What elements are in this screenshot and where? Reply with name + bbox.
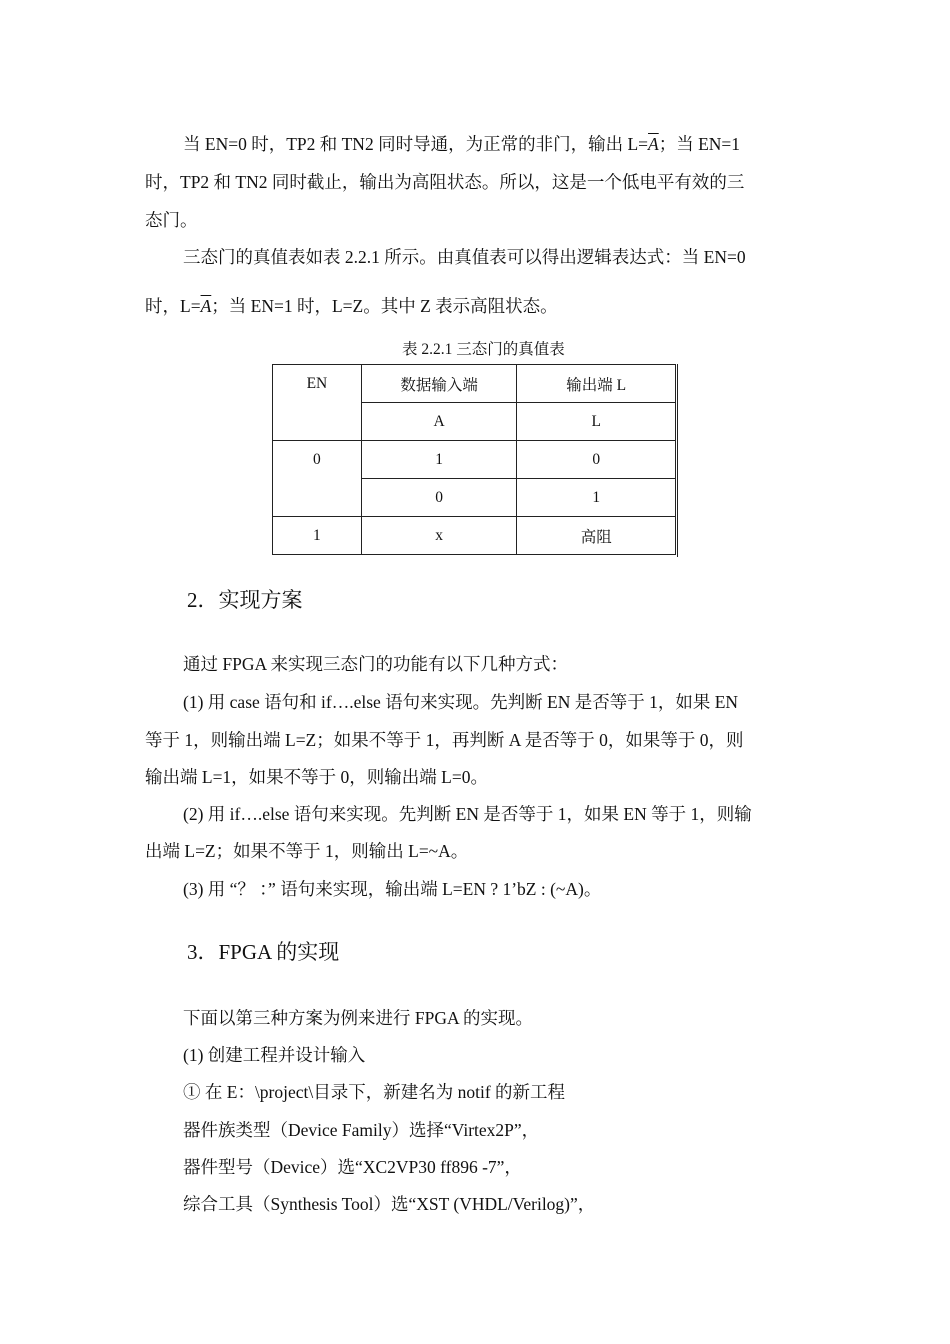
step1a: ① 在 E：\project\目录下，新建名为 notif 的新工程	[183, 1082, 566, 1102]
cell-en: 1	[273, 517, 362, 555]
header-output: 输出端 L	[517, 365, 676, 403]
para1-line1	[183, 132, 740, 156]
section3-intro: 下面以第三种方案为例来进行 FPGA 的实现。	[183, 1008, 534, 1028]
section3-heading: 3．FPGA 的实现	[187, 940, 340, 964]
table-row	[273, 441, 676, 479]
truth-table	[272, 364, 676, 555]
section2-heading: 2．实现方案	[187, 588, 303, 612]
para2-line2-pre: 时，L=	[145, 296, 201, 316]
synthesis-tool-line: 综合工具（Synthesis Tool）选“XST (VHDL/Verilog)”，	[183, 1194, 596, 1214]
cell-l: 高阻	[517, 517, 676, 555]
section2-intro: 通过 FPGA 来实现三态门的功能有以下几种方式：	[183, 654, 569, 674]
method1-line1: (1) 用 case 语句和 if….else 语句来实现。先判断 EN 是否等于 1，如果 EN	[183, 692, 739, 712]
step1: (1) 创建工程并设计输入	[183, 1045, 366, 1065]
cell-a: 1	[361, 441, 517, 479]
table-caption: 表 2.2.1 三态门的真值表	[402, 341, 565, 358]
cell-a: x	[361, 517, 517, 555]
para2-line1: 三态门的真值表如表 2.2.1 所示。由真值表可以得出逻辑表达式：当 EN=0	[183, 247, 746, 267]
table-row	[273, 365, 676, 403]
method2-line1: (2) 用 if….else 语句来实现。先判断 EN 是否等于 1，如果 EN 等于 1，则输	[183, 804, 752, 824]
device-family-line: 器件族类型（Device Family）选择“Virtex2P”，	[183, 1120, 540, 1140]
para1-line3: 态门。	[145, 210, 198, 230]
header-input: 数据输入端	[361, 365, 517, 403]
table-border-shadow	[677, 364, 678, 557]
para1-line2: 时，TP2 和 TN2 同时截止，输出为高阻状态。所以，这是一个低电平有效的三	[145, 172, 745, 192]
cell-a: 0	[361, 479, 517, 517]
header-l: L	[517, 403, 676, 441]
para2-line2-post: ；当 EN=1 时，L=Z。其中 Z 表示高阻状态。	[211, 296, 558, 316]
table-row	[273, 517, 676, 555]
cell-l: 1	[517, 479, 676, 517]
cell-l: 0	[517, 441, 676, 479]
var-a-bar: $\overline{A}$	[648, 134, 659, 154]
para2-line2	[145, 294, 558, 318]
header-a: A	[361, 403, 517, 441]
var-a-bar: $\overline{A}$	[200, 296, 212, 316]
para1-line1-post: ；当 EN=1	[658, 134, 741, 154]
method1-line2: 等于 1，则输出端 L=Z；如果不等于 1，再判断 A 是否等于 0，如果等于 0，则	[145, 730, 744, 750]
header-en: EN	[273, 365, 362, 441]
device-line: 器件型号（Device）选“XC2VP30 ff896 -7”，	[183, 1157, 522, 1177]
method3-line1: (3) 用 “？ ：” 语句来实现，输出端 L=EN ? 1’bZ : (~A)。	[183, 879, 602, 899]
method1-line3: 输出端 L=1，如果不等于 0，则输出端 L=0。	[145, 767, 488, 787]
method2-line2: 出端 L=Z；如果不等于 1，则输出 L=~A。	[145, 841, 469, 861]
cell-en: 0	[273, 441, 362, 517]
para1-line1-pre: 当 EN=0 时，TP2 和 TN2 同时导通，为正常的非门，输出 L=	[183, 134, 649, 154]
